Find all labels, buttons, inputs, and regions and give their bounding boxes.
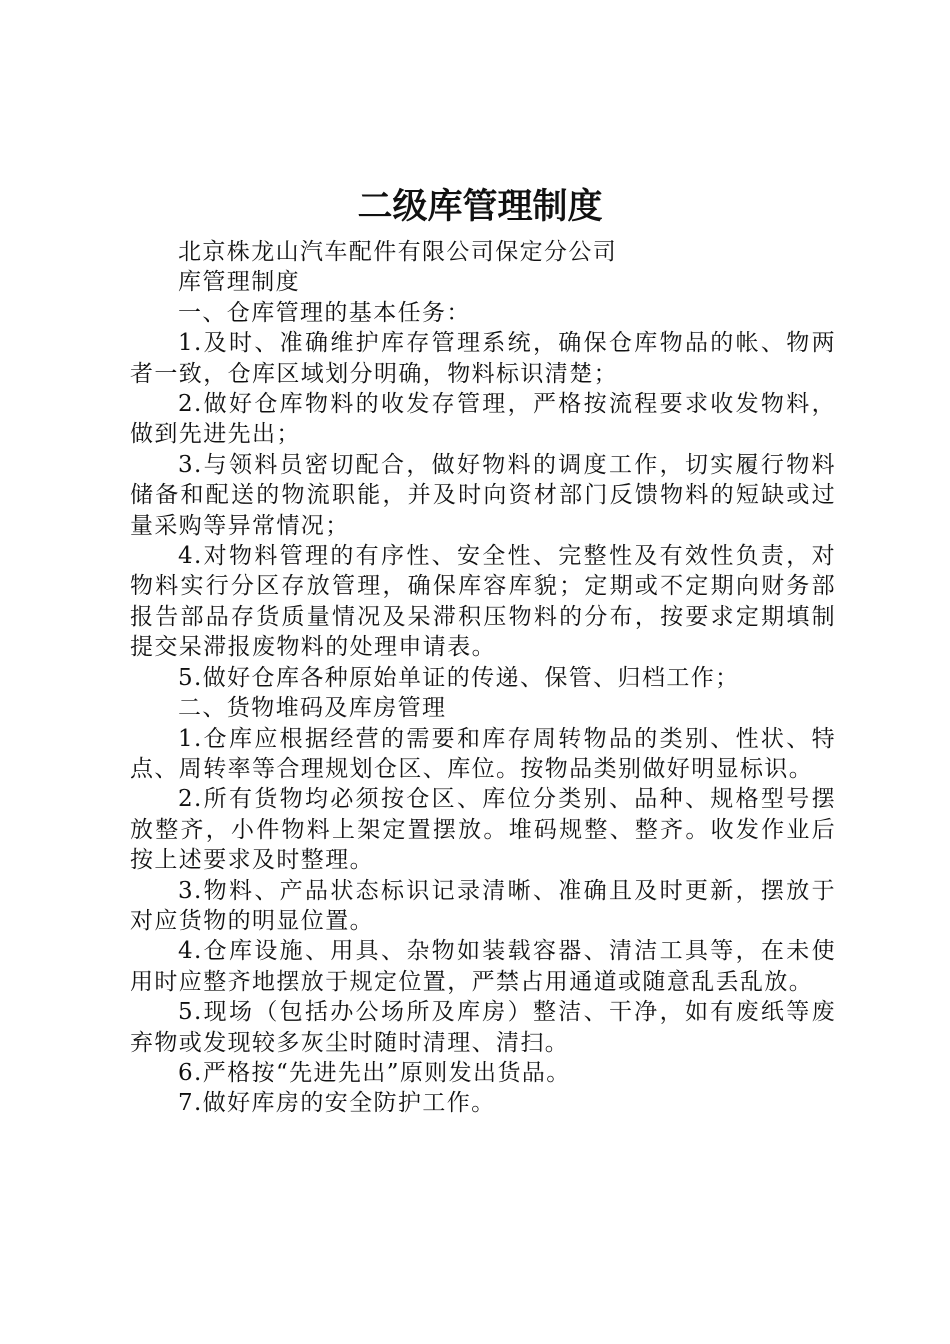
document-body [130, 237, 836, 1119]
paragraph-stacking-6: 6.严格按“先进先出”原则发出货品。 [178, 1059, 571, 1086]
paragraph-task-2: 2.做好仓库物料的收发存管理，严格按流程要求收发物料，做到先进先出； [130, 391, 836, 448]
paragraph-stacking-5: 5.现场（包括办公场所及库房）整洁、干净，如有废纸等废弃物或发现较多灰尘时随时清理、清扫。 [130, 999, 836, 1056]
paragraph-stacking-2: 2.所有货物均必须按仓区、库位分类别、品种、规格型号摆放整齐，小件物料上架定置摆放。堆码规整、整齐。收发作业后按上述要求及时整理。 [130, 786, 836, 874]
section-heading-basic-tasks: 一、仓库管理的基本任务： [178, 299, 471, 326]
document-title: 二级库管理制度 [357, 187, 603, 227]
paragraph-task-1: 1.及时、准确维护库存管理系统，确保仓库物品的帐、物两者一致，仓库区域划分明确，物料标识清楚； [130, 330, 836, 387]
paragraph-stacking-1: 1.仓库应根据经营的需要和库存周转物品的类别、性状、特点、周转率等合理规划仓区、库位。按物品类别做好明显标识。 [130, 725, 836, 782]
paragraph-task-4: 4.对物料管理的有序性、安全性、完整性及有效性负责，对物料实行分区存放管理，确保库容库貌；定期或不定期向财务部报告部品存货质量情况及呆滞积压物料的分布，按要求定期填制提交呆滞报废物料的处理申请表。 [130, 543, 836, 661]
paragraph-company-name: 北京株龙山汽车配件有限公司保定分公司 [178, 239, 618, 265]
paragraph-task-5: 5.做好仓库各种原始单证的传递、保管、归档工作； [178, 664, 740, 691]
paragraph-stacking-7: 7.做好库房的安全防护工作。 [178, 1090, 496, 1117]
paragraph-stacking-3: 3.物料、产品状态标识记录清晰、准确且及时更新，摆放于对应货物的明显位置。 [130, 877, 836, 934]
section-heading-stacking: 二、货物堆码及库房管理 [178, 695, 447, 722]
paragraph-task-3: 3.与领料员密切配合，做好物料的调度工作，切实履行物料储备和配送的物流职能，并及时向资材部门反馈物料的短缺或过量采购等异常情况； [130, 451, 836, 539]
paragraph-stacking-4: 4.仓库设施、用具、杂物如装载容器、清洁工具等，在未使用时应整齐地摆放于规定位置，严禁占用通道或随意乱丢乱放。 [130, 938, 836, 995]
paragraph-subtitle: 库管理制度 [178, 269, 300, 296]
